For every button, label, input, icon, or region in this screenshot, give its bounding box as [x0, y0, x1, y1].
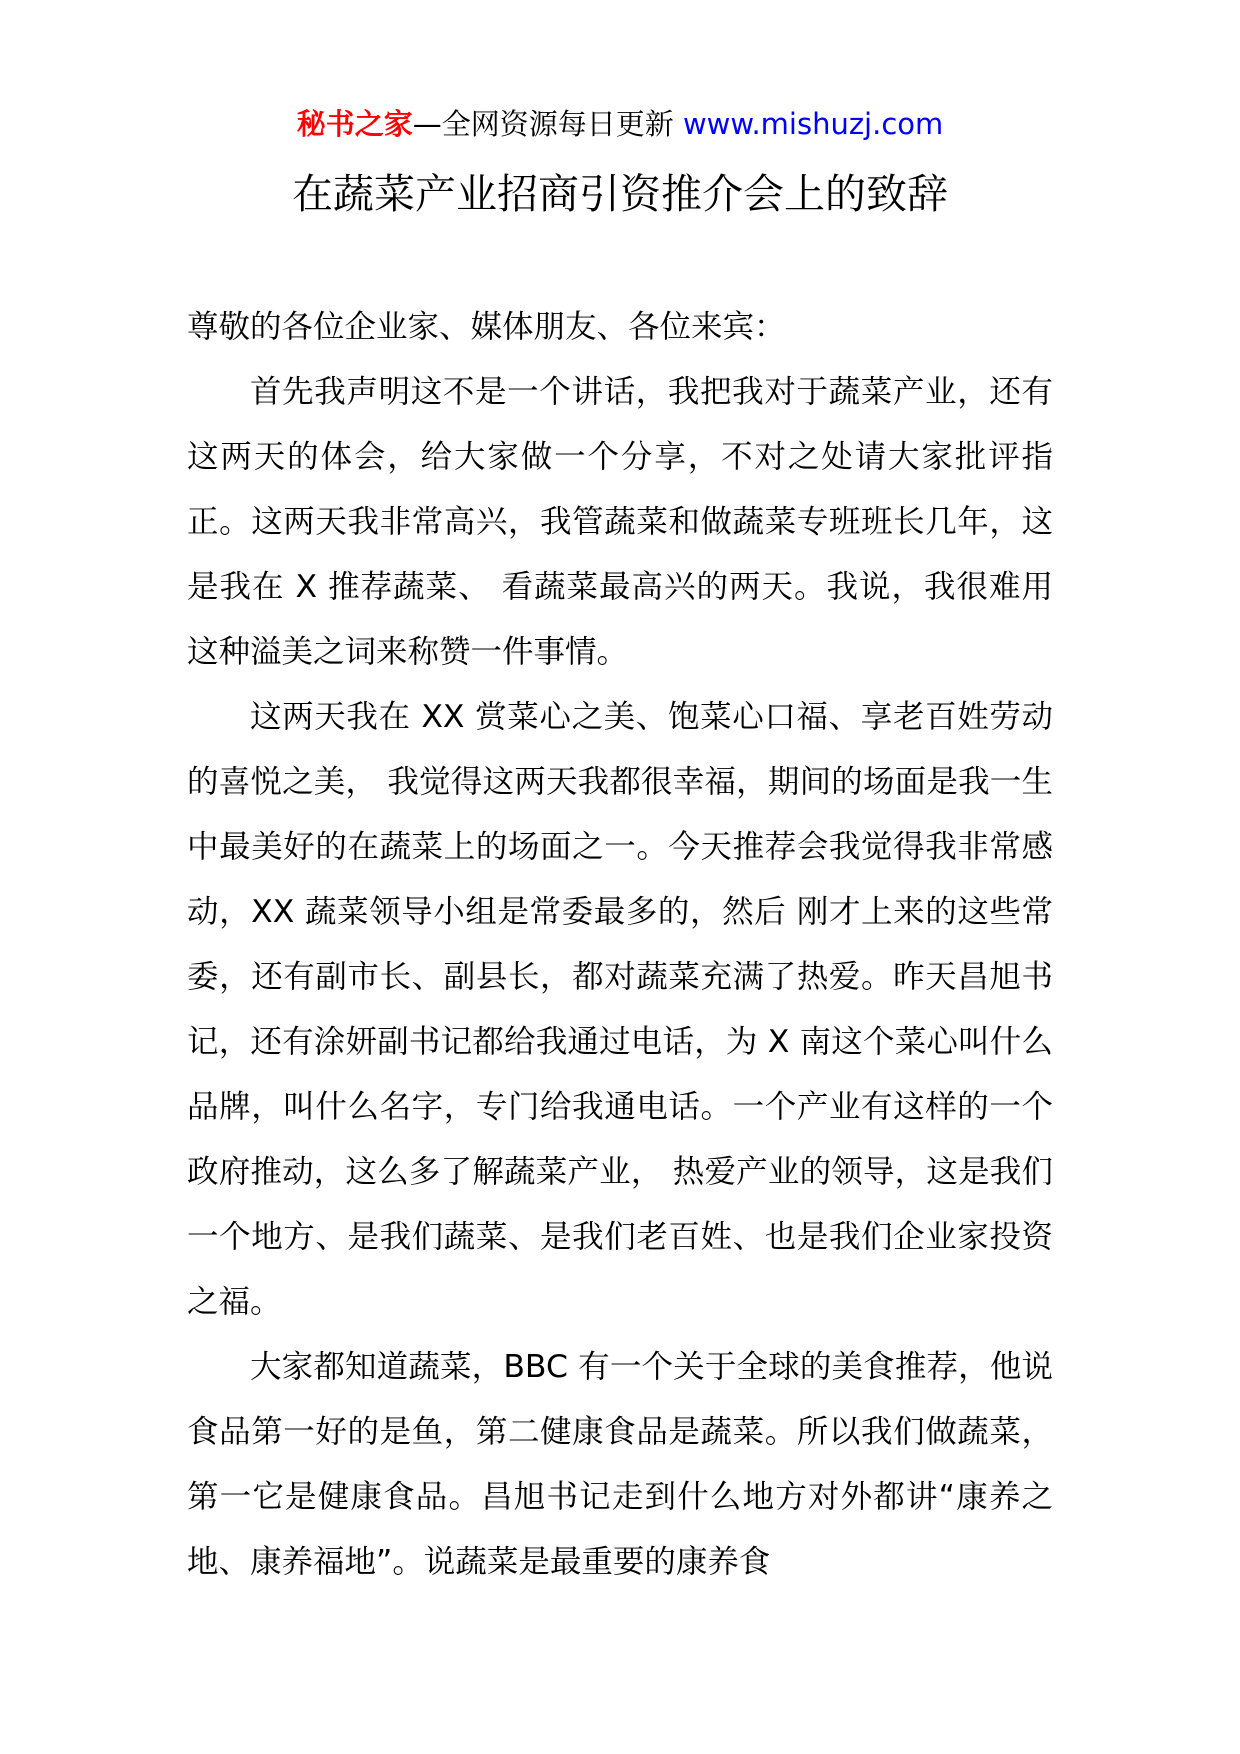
document-title: 在蔬菜产业招商引资推介会上的致辞 — [292, 170, 948, 218]
document-body — [187, 295, 1053, 1595]
site-url-link[interactable]: www.mishuzj.com — [682, 107, 944, 141]
site-tagline: —全网资源每日更新 — [412, 107, 674, 141]
paragraph: 首先我声明这不是一个讲话，我把我对于蔬菜产业，还有这两天的体会，给大家做一个分享，不对之处请大家批评指正。这两天我非常高兴，我管蔬菜和做蔬菜专班班长几年，这是我在 X 推荐蔬菜、 看蔬菜最高兴的两天。我说，我很难用这种溢美之词来称赞一件事情。 — [187, 374, 1053, 670]
site-header — [0, 104, 1240, 144]
site-brand: 秘书之家 — [296, 107, 413, 141]
paragraph: 这两天我在 XX 赏菜心之美、饱菜心口福、享老百姓劳动的喜悦之美， 我觉得这两天我都很幸福，期间的场面是我一生中最美好的在蔬菜上的场面之一。今天推荐会我觉得我非常感动，XX 蔬菜领导小组是常委最多的，然后 刚才上来的这些常委，还有副市长、副县长，都对蔬菜充满了热爱。昨天昌旭书记，还有涂妍副书记都给我通过电话，为 X 南这个菜心叫什么品牌，叫什么名字，专门给我通电话。一个产业有这样的一个政府推动，这么多了解蔬菜产业， 热爱产业的领导，这是我们一个地方、是我们蔬菜、是我们老百姓、也是我们企业家投资之福。 — [187, 699, 1053, 1320]
paragraph: 大家都知道蔬菜，BBC 有一个关于全球的美食推荐，他说食品第一好的是鱼，第二健康食品是蔬菜。所以我们做蔬菜，第一它是健康食品。昌旭书记走到什么地方对外都讲“康养之地、康养福地”。说蔬菜是最重要的康养食 — [187, 1349, 1053, 1580]
salutation: 尊敬的各位企业家、媒体朋友、各位来宾： — [187, 309, 786, 345]
